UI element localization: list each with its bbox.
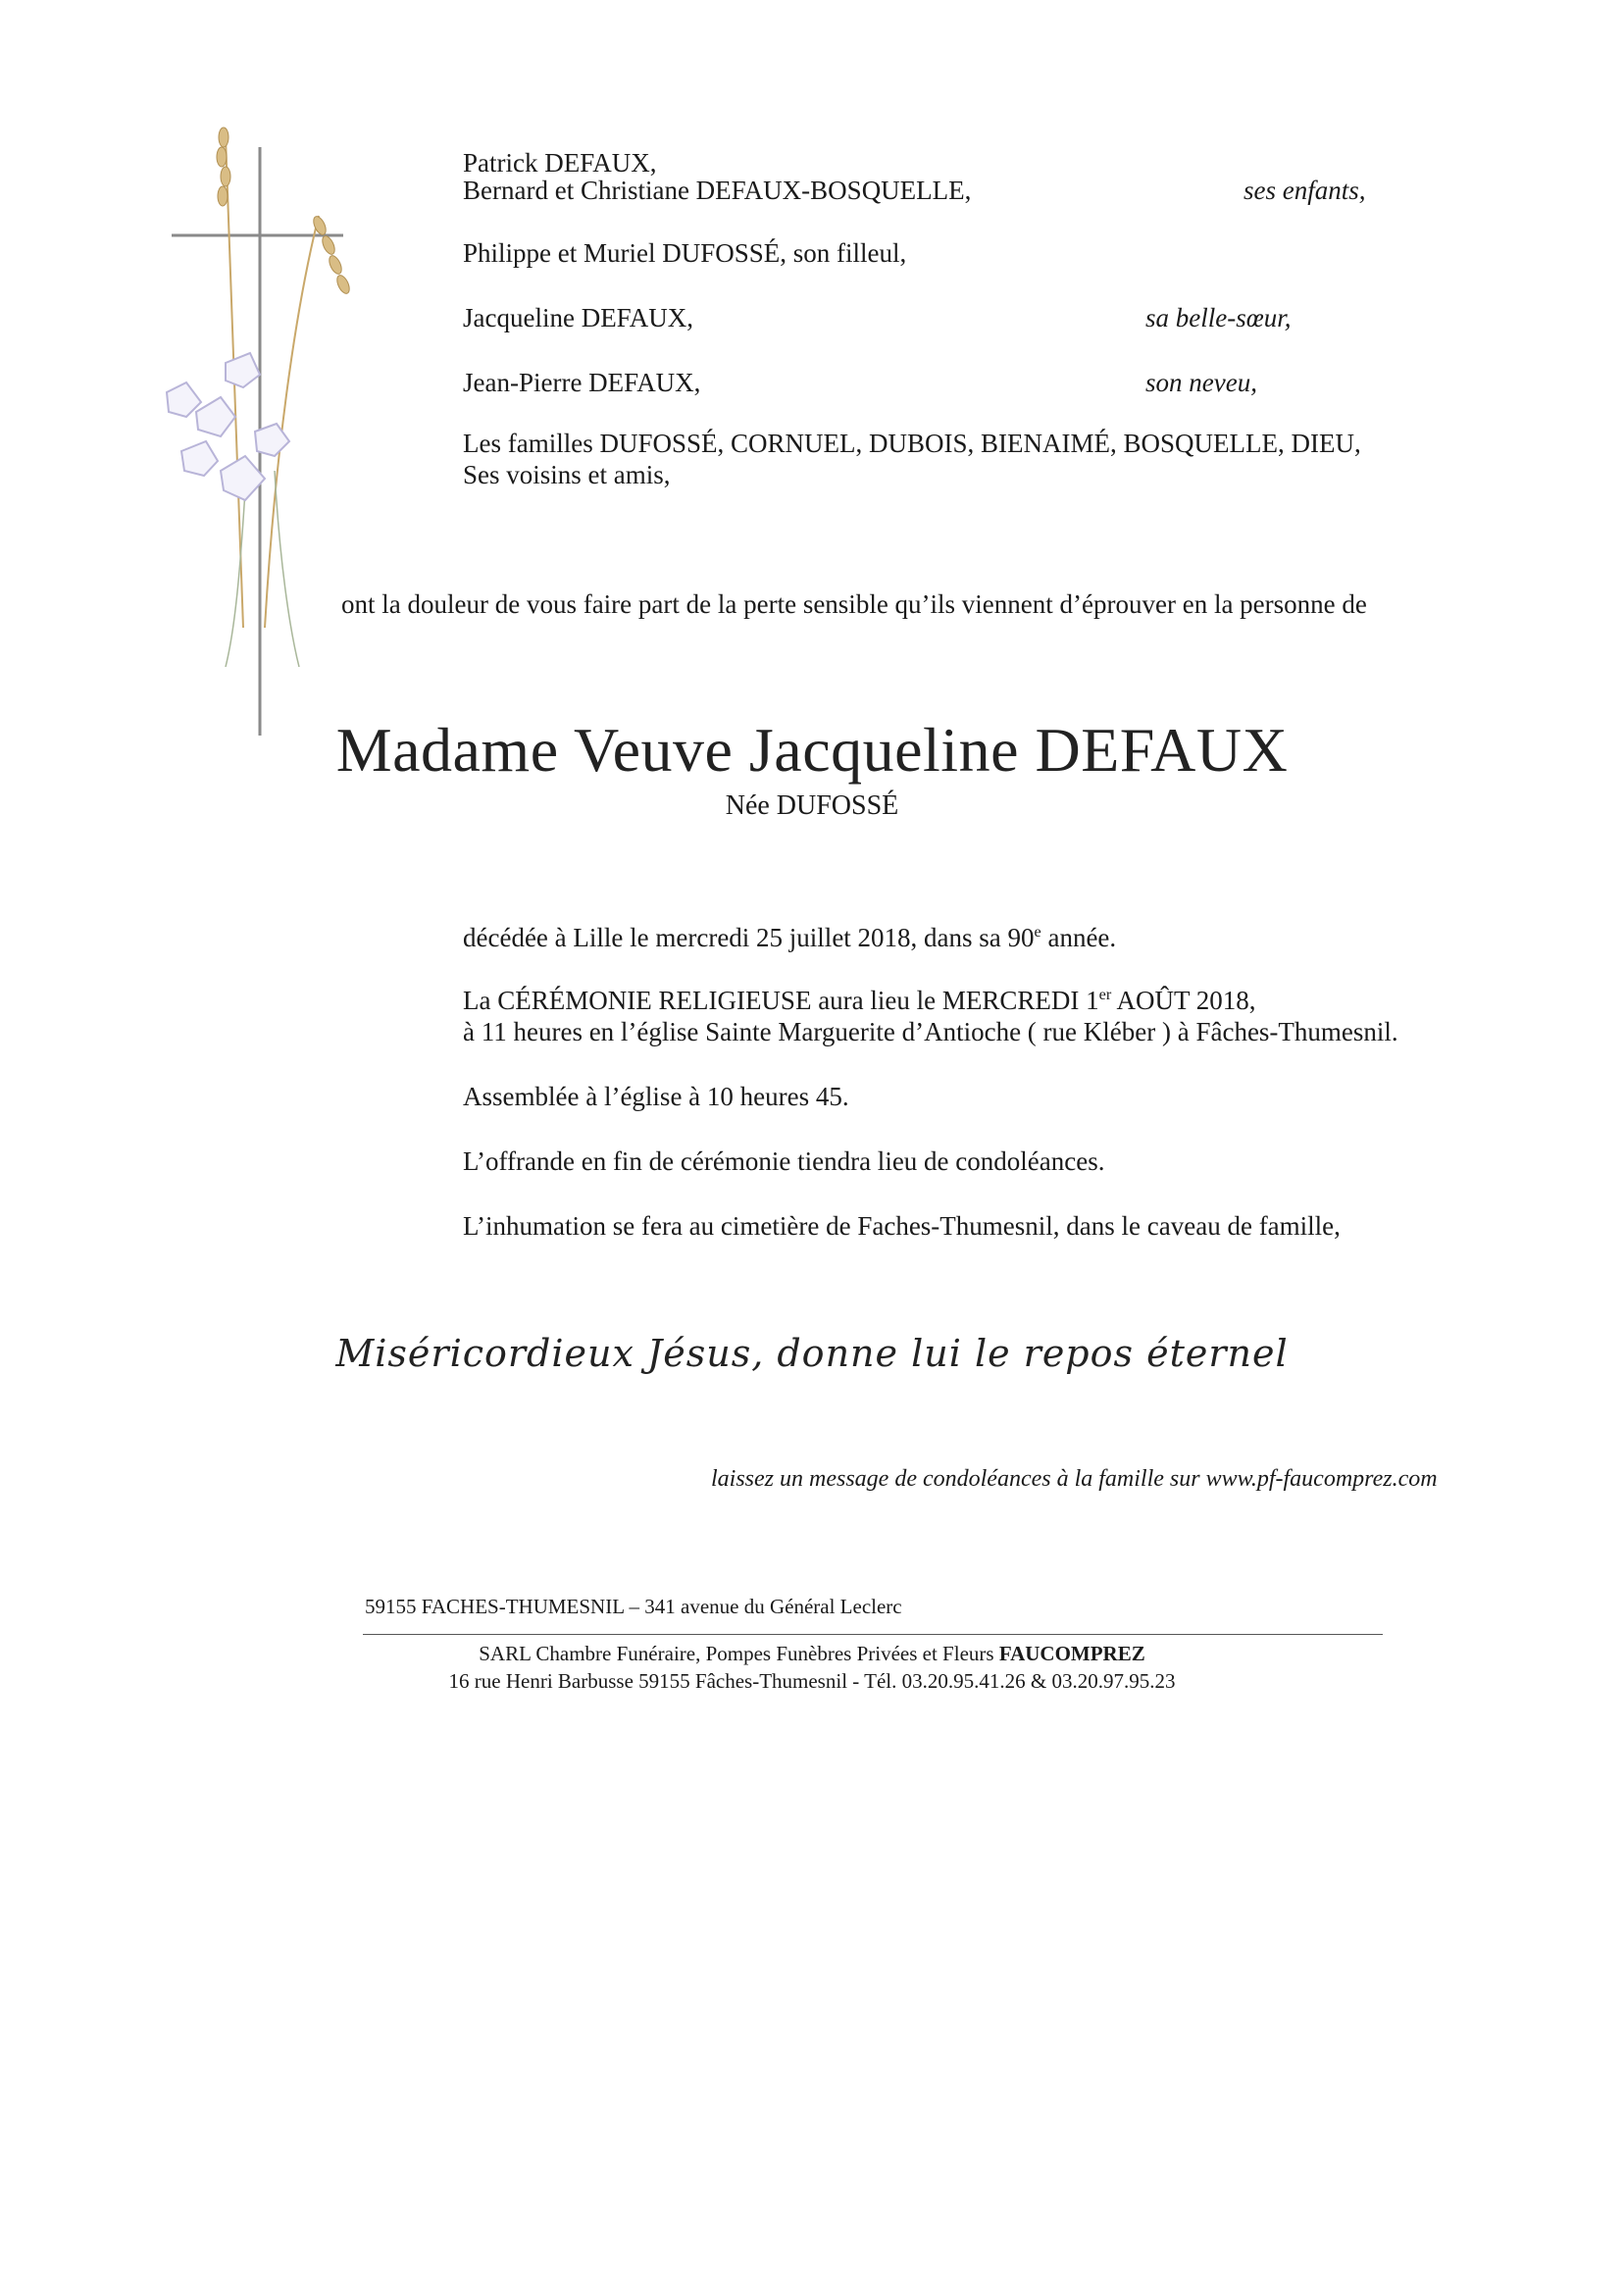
family-line-1: Patrick DEFAUX, xyxy=(463,148,657,178)
death-text: décédée à Lille le mercredi 25 juillet 2018, dans sa 90 xyxy=(463,923,1035,952)
death-sup: e xyxy=(1034,923,1041,941)
footer-divider xyxy=(363,1634,1383,1635)
offering-text: L’offrande en fin de cérémonie tiendra lieu de condoléances. xyxy=(463,1146,1105,1176)
prayer-text: Miséricordieux Jésus, donne lui le repos éternel xyxy=(335,1332,1289,1375)
cross-wheat-lily-icon xyxy=(127,118,373,745)
footer-address: 59155 FACHES-THUMESNIL – 341 avenue du Général Leclerc xyxy=(365,1595,902,1618)
family-line-4: Jacqueline DEFAUX, xyxy=(463,303,693,332)
burial-text: L’inhumation se fera au cimetière de Faches-Thumesnil, dans le caveau de famille, xyxy=(463,1211,1341,1241)
ceremony-line-2: à 11 heures en l’église Sainte Marguerite d’Antioche ( rue Kléber ) à Fâches-Thumesnil. xyxy=(463,1017,1398,1046)
relation-sister-in-law: sa belle-sœur, xyxy=(1145,303,1292,332)
relation-nephew: son neveu, xyxy=(1145,368,1257,397)
death-notice xyxy=(463,922,1116,953)
death-text-end: année. xyxy=(1040,923,1117,952)
deceased-name: Madame Veuve Jacqueline DEFAUX xyxy=(335,715,1289,785)
maiden-name: Née DUFOSSÉ xyxy=(725,790,899,821)
footer-contact: 16 rue Henri Barbusse 59155 Fâches-Thumesnil - Tél. 03.20.95.41.26 & 03.20.97.95.23 xyxy=(448,1669,1176,1693)
family-line-6: Les familles DUFOSSÉ, CORNUEL, DUBOIS, BIENAIMÉ, BOSQUELLE, DIEU, xyxy=(463,429,1361,458)
condolence-note: laissez un message de condoléances à la famille sur www.pf-faucomprez.com xyxy=(711,1466,1438,1492)
family-line-7: Ses voisins et amis, xyxy=(463,460,671,489)
ceremony-text: La CÉRÉMONIE RELIGIEUSE aura lieu le MERCREDI 1 xyxy=(463,986,1099,1015)
family-line-3: Philippe et Muriel DUFOSSÉ, son filleul, xyxy=(463,238,907,268)
announcement-text: ont la douleur de vous faire part de la perte sensible qu’ils viennent d’éprouver en la personne de xyxy=(341,589,1367,619)
company-name: FAUCOMPREZ xyxy=(998,1642,1145,1665)
ceremony-text-end: AOÛT 2018, xyxy=(1111,986,1256,1015)
ceremony-sup: er xyxy=(1098,986,1112,1003)
family-line-5: Jean-Pierre DEFAUX, xyxy=(463,368,701,397)
family-line-2: Bernard et Christiane DEFAUX-BOSQUELLE, xyxy=(463,176,972,205)
ceremony-line-1 xyxy=(463,985,1255,1016)
footer-company xyxy=(0,1642,1624,1666)
company-text: SARL Chambre Funéraire, Pompes Funèbres Privées et Fleurs xyxy=(479,1642,999,1665)
assembly-text: Assemblée à l’église à 10 heures 45. xyxy=(463,1082,849,1111)
relation-children: ses enfants, xyxy=(1243,176,1366,205)
